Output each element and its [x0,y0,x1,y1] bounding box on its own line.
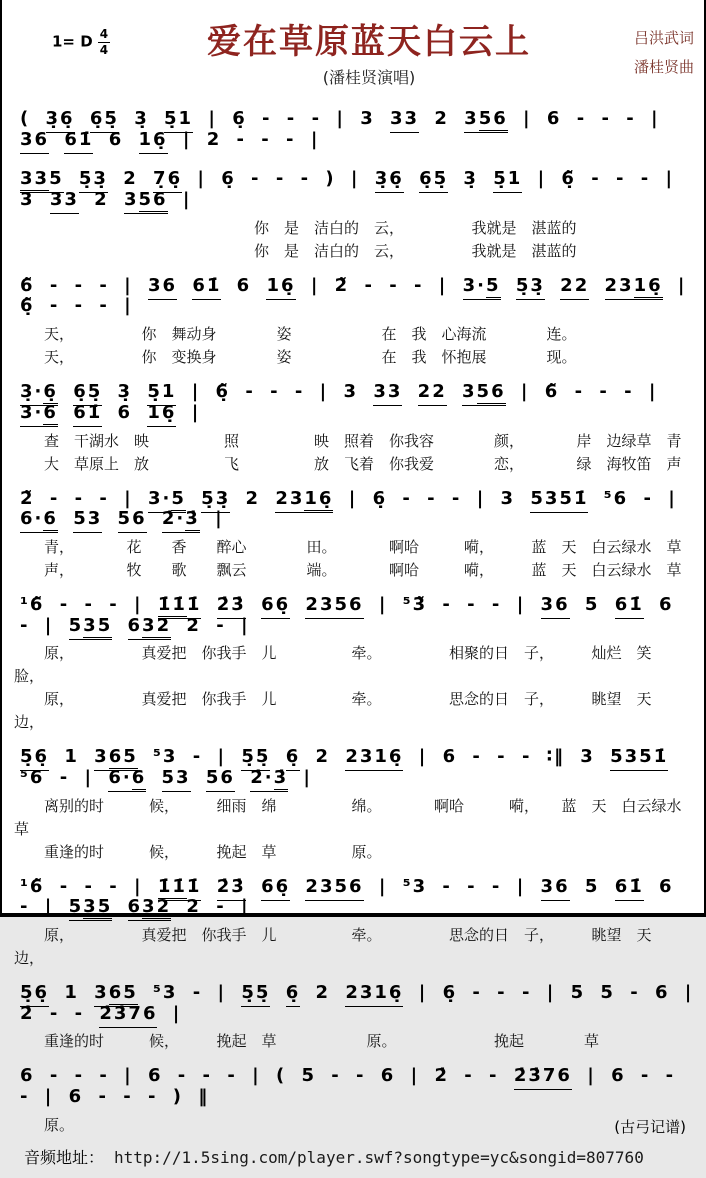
time-signature-denominator: 4 [99,42,109,57]
beam-group: 365 [94,746,138,771]
score-system [14,736,697,863]
beam-group: 53 [162,767,191,792]
beam-group: 65 [419,168,448,193]
song-subtitle: (潘桂贤演唱) [322,68,416,87]
beam-group: 55 [241,746,270,771]
beam-group: 33 [50,189,79,214]
notation-source-note: (古弓记谱) [614,1117,686,1136]
notation-line: ¹6 - - - | 111 23 66 2356 | ⁵3 - - - | 36 5 61 6 - | 535 632 2 - | [14,866,694,924]
beam-group: 356 [464,108,508,133]
beam-group: 33 [390,108,419,133]
beam-group: 56 [476,381,506,403]
lyric-line: 查 干湖水 映 照 映 照着 你我容 颜， 岸 边绿草 青 [14,431,682,450]
notation-area [14,98,697,1139]
beam-group: 356 [462,381,506,406]
beam-group: 2316 [605,275,663,300]
beam-group: 3·6 [20,402,58,427]
beam-group: 2316 [275,488,333,513]
beam-group: 56 [118,508,147,533]
beam-group: 2316 [345,746,403,771]
beam-group: 6 [286,982,301,1007]
lyric-line: 离别的时 候， 细雨 绵 绵。 啊哈 嗬， 蓝 天 白云绿水 草 [14,796,697,838]
beam-group: 2316 [345,982,403,1007]
beam-group: 5351 [610,746,668,771]
beam-group: 16 [633,274,663,296]
beam-group: 35 [83,896,113,918]
beam-group: 51 [493,168,522,193]
audio-url[interactable]: http://1.5sing.com/player.swf?songtype=yc&songid=807760 [114,1147,644,1167]
time-signature [98,28,110,56]
time-signature-numerator: 4 [99,27,109,41]
beam-group: 5 [486,274,501,296]
beam-group: 632 [128,896,172,921]
beam-group: 335 [20,168,64,193]
beam-group: 61 [615,876,644,901]
beam-group: 6 [43,381,58,403]
lyric-line: 原， 真爱把 你我手 儿 牵。 思念的日 子， 眺望 天 边， [14,926,682,967]
beam-group: 22 [560,275,589,300]
beam-group: 3·5 [148,488,186,513]
lyric-line: 原， 真爱把 你我手 儿 牵。 相聚的日 子， 灿烂 笑 脸， [14,644,682,686]
beam-group: 365 [94,982,138,1007]
beam-group: 6·6 [20,508,58,533]
beam-group: 111 [158,594,202,619]
beam-group: 35 [83,614,113,636]
lyric-line: 天， 你 变换身 姿 在 我 怀抱展 现。 [14,348,577,367]
lyric-line: 青， 花 香 醉心 田。 啊哈 嗬， 蓝 天 白云绿水 草 [14,537,682,556]
score-system [14,972,694,1053]
beam-group: 53 [201,488,230,513]
beam-group: 535 [69,615,113,640]
beam-group: 2376 [99,1003,157,1028]
beam-group: 56 [20,982,49,1007]
score-system [14,371,694,475]
notation-line: ¹6 - - - | 111 23 66 2356 | ⁵3 - - - | 36 5 61 6 - | 535 632 2 - | [14,584,694,642]
key-signature-text: 1= D [52,32,93,51]
beam-group: 3 [273,766,289,788]
beam-group: 16 [304,487,334,509]
beam-group: 356 [124,189,168,214]
beam-group: 61 [192,275,221,300]
beam-group: 32 [142,614,172,636]
lyric-line: 大 草原上 放 飞 放 飞着 你我爱 恋， 绿 海牧笛 声 [14,454,682,473]
beam-group: 33 [373,381,402,406]
beam-group: 22 [418,381,447,406]
beam-group: 56 [478,108,508,129]
beam-group: 632 [128,615,172,640]
beam-group: 36 [148,275,177,300]
notation-line: 3·6 65 3 51 | 6 - - - | 3 33 22 356 | 6 - - - | 3·6 61 6 16 | [14,371,694,429]
beam-group: 53 [79,168,108,193]
beam-group: 6 [286,746,301,771]
beam-group: 6 [43,508,58,530]
beam-group: 56 [138,189,168,211]
score-header [14,14,694,88]
beam-group: 36 [20,129,49,154]
beam-group: 6 [131,766,147,788]
composer-credit: 潘桂贤曲 [633,57,694,76]
title-block [164,14,574,88]
beam-group: 56 [20,746,49,771]
beam-group: 65 [90,108,119,133]
notation-line: 6 - - - | 36 61 6 16 | 2 - - - | 3·5 53 22 2316 | 6 - - - | [20,274,687,317]
beam-group: 61 [615,594,644,619]
beam-group: 6·6 [108,767,146,792]
beam-group: 61 [64,129,93,154]
lyric-line: 原。 [14,1115,75,1134]
score-system [14,158,694,262]
beam-group: 6 [43,401,58,423]
beam-group: 51 [164,108,193,133]
beam-group: 5 [171,487,186,509]
beam-group: 65 [108,746,138,768]
beam-group: 23 [217,876,246,901]
lyric-line: 天， 你 舞动身 姿 在 我 心海流 连。 [14,325,577,344]
beam-group: 53 [73,508,102,533]
score-system [14,265,694,369]
beam-group: 66 [261,876,290,901]
notation-line: 6 - - - | 6 - - - | ( 5 - - 6 | 2 - - 2376 | 6 - - - | 6 - - - ) ‖ [20,1065,676,1108]
song-title: 爱在草原蓝天白云上 [207,22,531,62]
beam-group: 111 [158,876,202,901]
beam-group: 53 [516,275,545,300]
beam-group: 65 [73,381,102,406]
beam-group: 16 [266,275,295,300]
beam-group: 36 [46,108,75,133]
beam-group: 56 [206,767,235,792]
audio-footer [14,1139,694,1178]
beam-group: 32 [142,896,172,918]
beam-group: 36 [541,594,570,619]
beam-group: 3·6 [20,381,58,406]
beam-group: 2376 [514,1065,572,1090]
beam-group: 23 [217,594,246,619]
beam-group: 61 [73,402,102,427]
beam-group: 2·3 [250,767,288,792]
beam-group: 36 [375,168,404,193]
beam-group: 2356 [305,594,363,619]
key-signature [14,14,164,56]
beam-group: 76 [153,168,182,193]
score-system [14,478,694,582]
beam-group: 16 [139,129,168,154]
score-system [14,866,694,970]
notation-line: 56 1 365 ⁵3 - | 55 6 2 2316 | 6 - - - | 5 5 - 6 | 2 - - 2376 | [14,972,694,1030]
beam-group: 2356 [305,876,363,901]
beam-group: 51 [147,381,176,406]
audio-label: 音频地址： [24,1147,105,1167]
notation-line: 56 1 365 ⁵3 - | 55 6 2 2316 | 6 - - - ∶‖ 3 5351 ⁵6 - | 6·6 53 56 2·3 | [14,736,694,794]
beam-group: 5351 [530,488,588,513]
notation-line: ( 36 65 3 51 | 6 - - - | 3 33 2 356 | 6 - - - | 36 61 6 16 | 2 - - - | [14,98,694,156]
notation-line: 335 53 2 76 | 6 - - - ) | 36 65 3 51 | 6 - - - | 3 33 2 356 | [14,158,694,216]
lyric-line: 你 是 洁白的 云， 我就是 湛蓝的 [14,241,577,260]
beam-group: 16 [147,402,176,427]
lyric-line: 原， 真爱把 你我手 儿 牵。 思念的日 子， 眺望 天 边， [14,690,682,732]
beam-group: 11 [157,875,187,897]
beam-group: 36 [541,876,570,901]
lyric-line: 你 是 洁白的 云， 我就是 湛蓝的 [14,218,577,237]
credits-block [574,14,694,81]
lyricist-credit: 吕洪武词 [633,29,694,47]
beam-group: 3 [185,508,200,530]
lyric-line: 声， 牧 歌 飘云 端。 啊哈 嗬， 蓝 天 白云绿水 草 [14,560,682,579]
beam-group: 11 [157,593,187,615]
beam-group: 3·5 [463,275,501,300]
beam-group: 2·3 [162,508,200,533]
beam-group: 65 [108,982,138,1003]
lyric-line: 重逢的时 候， 挽起 草 原。 [14,842,382,861]
notation-line: 2 - - - | 3·5 53 2 2316 | 6 - - - | 3 5351 ⁵6 - | 6·6 53 56 2·3 | [14,478,694,536]
score-system [14,584,694,734]
beam-group: 535 [69,896,113,921]
lyric-line: 重逢的时 候， 挽起 草 原。 挽起 草 [14,1032,600,1051]
beam-group: 33 [20,168,50,190]
beam-group: 66 [261,594,290,619]
beam-group: 55 [241,982,270,1007]
score-system [14,98,694,156]
score-system [14,1055,694,1136]
